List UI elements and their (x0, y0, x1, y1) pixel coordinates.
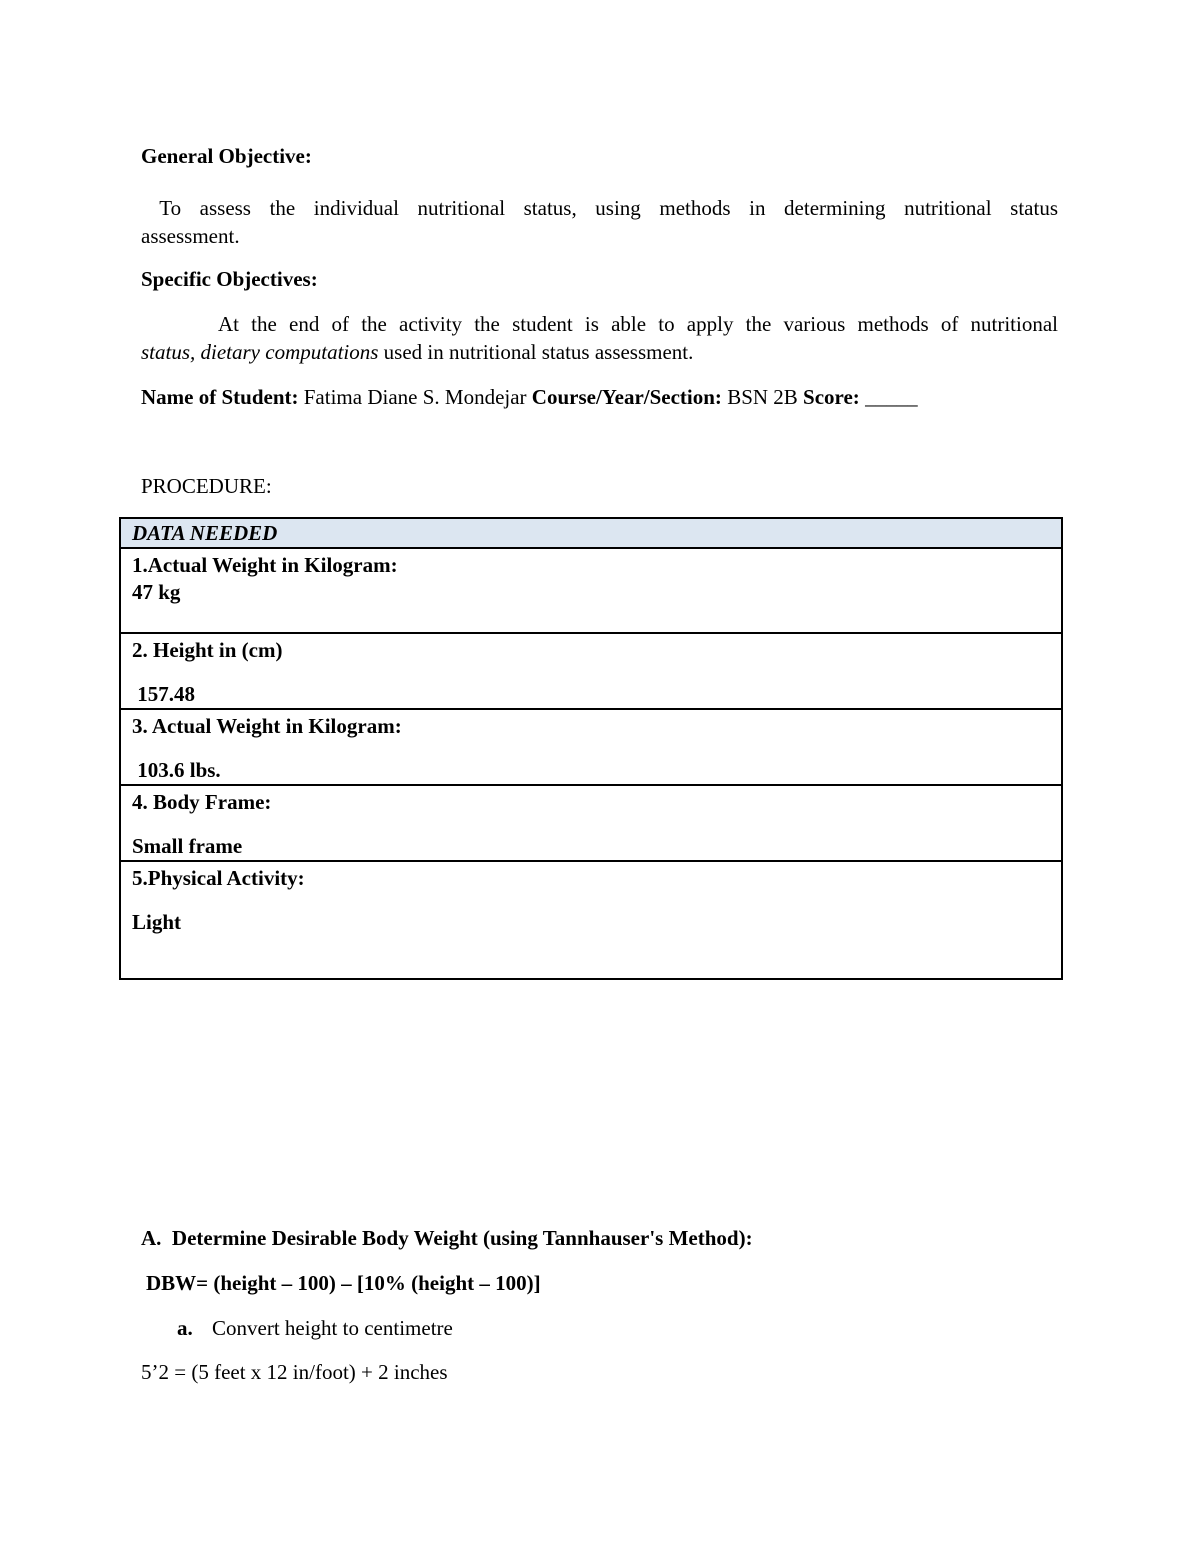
course-label: Course/Year/Section: (531, 385, 722, 409)
table-row (120, 709, 1062, 785)
student-name-label: Name of Student: (141, 385, 299, 409)
student-name-value: Fatima Diane S. Mondejar (298, 385, 532, 409)
table-row (120, 861, 1062, 979)
row-label: 2. Height in (cm) (132, 638, 283, 662)
table-cell-physical-activity (120, 861, 1062, 979)
row-value: 157.48 (132, 682, 195, 706)
row-label: 5.Physical Activity: (132, 866, 305, 890)
course-value: BSN 2B (721, 385, 804, 409)
table-cell-body-frame (120, 785, 1062, 861)
table-cell-height (120, 633, 1062, 709)
data-needed-table (119, 517, 1063, 980)
row-value: Small frame (132, 834, 243, 858)
row-label: 3. Actual Weight in Kilogram: (132, 714, 402, 738)
italic-emphasis: status, dietary computations (141, 340, 379, 364)
row-value: 103.6 lbs. (132, 758, 221, 782)
specific-objectives-heading: Specific Objectives: (141, 267, 318, 291)
table-row (120, 785, 1062, 861)
step-a-text: Convert height to centimetre (212, 1316, 453, 1340)
specific-objectives-text-line2 (141, 340, 693, 365)
general-objective-text-line1: To assess the individual nutritional status, using methods in determining nutritional status (141, 196, 1058, 220)
height-conversion: 5’2 = (5 feet x 12 in/foot) + 2 inches (141, 1360, 448, 1384)
row-value: 47 kg (132, 580, 181, 604)
score-label: Score: (803, 385, 860, 409)
general-objective-text-line2: assessment. (141, 224, 240, 248)
row-label: 4. Body Frame: (132, 790, 272, 814)
table-header-row (120, 518, 1062, 548)
specific-objectives-text-line1: At the end of the activity the student is able to apply the various methods of nutritional (218, 312, 1058, 336)
table-header: DATA NEEDED (120, 518, 1062, 548)
table-cell-actual-weight-kg (120, 548, 1062, 633)
dbw-formula: DBW= (height – 100) – [10% (height – 100)] (146, 1271, 541, 1295)
section-a-heading: A. Determine Desirable Body Weight (using Tannhauser's Method): (141, 1226, 753, 1250)
row-label: 1.Actual Weight in Kilogram: (132, 553, 398, 577)
table-row (120, 548, 1062, 633)
table-row (120, 633, 1062, 709)
step-a-label: a. (177, 1316, 193, 1340)
score-value: _____ (859, 385, 918, 409)
general-objective-heading: General Objective: (141, 144, 312, 168)
line2-rest: used in nutritional status assessment. (378, 340, 694, 364)
student-info-line (141, 385, 918, 410)
row-value: Light (132, 910, 182, 934)
procedure-label: PROCEDURE: (141, 474, 272, 498)
table-cell-actual-weight-lbs (120, 709, 1062, 785)
